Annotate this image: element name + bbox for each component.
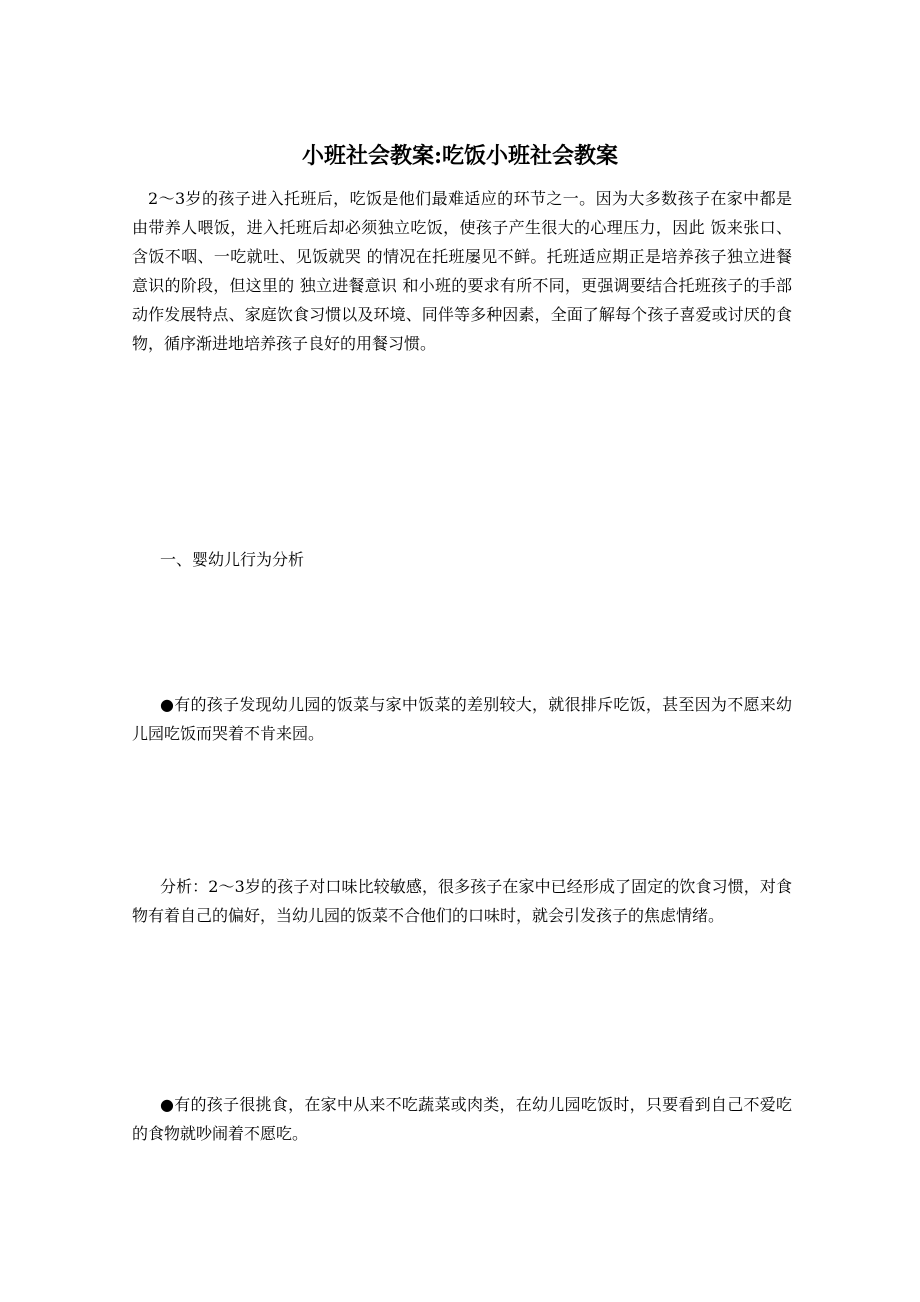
intro-paragraph: 2～3岁的孩子进入托班后，吃饭是他们最难适应的环节之一。因为大多数孩子在家中都是由带养人喂饭，进入托班后却必须独立吃饭，使孩子产生很大的心理压力，因此 饭来张口、含饭不咽、一吃就吐、见饭就哭 的情况在托班屡见不鲜。托班适应期正是培养孩子独立进餐意识的阶段，但这里的 独立进餐意识 和小班的要求有所不同，更强调要结合托班孩子的手部动作发展特点、家庭饮食习惯以及环境、同伴等多种因素，全面了解每个孩子喜爱或讨厌的食物，循序渐进地培养孩子良好的用餐习惯。 <box>132 189 792 353</box>
section-heading: 一、婴幼儿行为分析 <box>160 550 305 569</box>
bullet-paragraph-1: ●有的孩子发现幼儿园的饭菜与家中饭菜的差别较大，就很排斥吃饭，甚至因为不愿来幼儿园吃饭而哭着不肯来园。 <box>132 695 792 743</box>
page-title: 小班社会教案:吃饭小班社会教案 <box>301 143 619 169</box>
analysis-paragraph-1: 分析：2～3岁的孩子对口味比较敏感，很多孩子在家中已经形成了固定的饮食习惯，对食物有着自己的偏好，当幼儿园的饭菜不合他们的口味时，就会引发孩子的焦虑情绪。 <box>132 877 792 925</box>
bullet-paragraph-2: ●有的孩子很挑食，在家中从来不吃蔬菜或肉类，在幼儿园吃饭时，只要看到自己不爱吃的食物就吵闹着不愿吃。 <box>132 1095 792 1143</box>
